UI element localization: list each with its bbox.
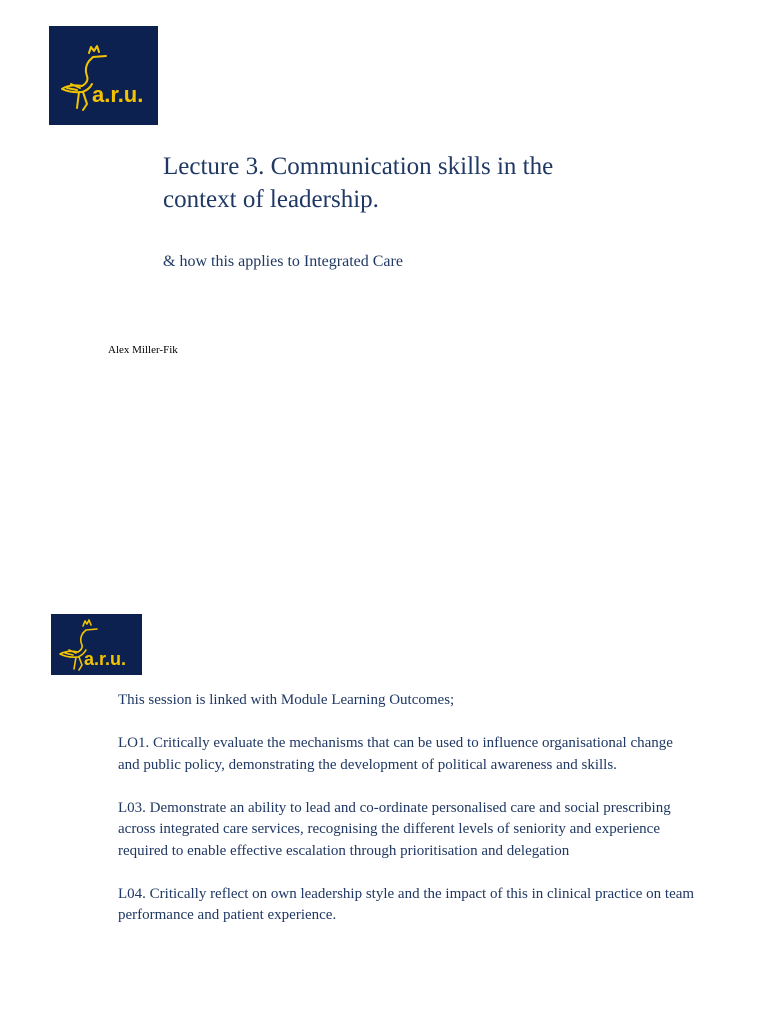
logo-text: a.r.u.: [84, 649, 127, 669]
outcome-lo3: L03. Demonstrate an ability to lead and co-ordinate personalised care and social prescribing across integrated care services, recognising the different levels of seniority and experience required to enable effective escalation through prioritisation and delegation: [118, 799, 671, 859]
outcome-lo1: LO1. Critically evaluate the mechanisms that can be used to influence organisational change and public policy, demonstrating the development of political awareness and skills.: [118, 735, 673, 773]
title-line-1: Lecture 3. Communication skills in the: [163, 153, 554, 180]
author-name: Alex Miller-Fik: [108, 344, 178, 356]
lecture-subtitle: & how this applies to Integrated Care: [163, 253, 403, 270]
aru-logo: [49, 26, 158, 125]
heron-icon: [51, 614, 142, 675]
lecture-title: [163, 150, 723, 216]
title-line-2: context of leadership.: [163, 186, 379, 213]
logo-text: a.r.u.: [92, 82, 144, 107]
outcome-lo4: L04. Critically reflect on own leadership style and the impact of this in clinical practice on team performance and patient experience.: [118, 885, 695, 923]
learning-outcomes: [118, 690, 698, 948]
outcomes-intro: This session is linked with Module Learning Outcomes;: [118, 692, 455, 708]
aru-logo-small: [51, 614, 142, 675]
heron-icon: [49, 26, 158, 125]
